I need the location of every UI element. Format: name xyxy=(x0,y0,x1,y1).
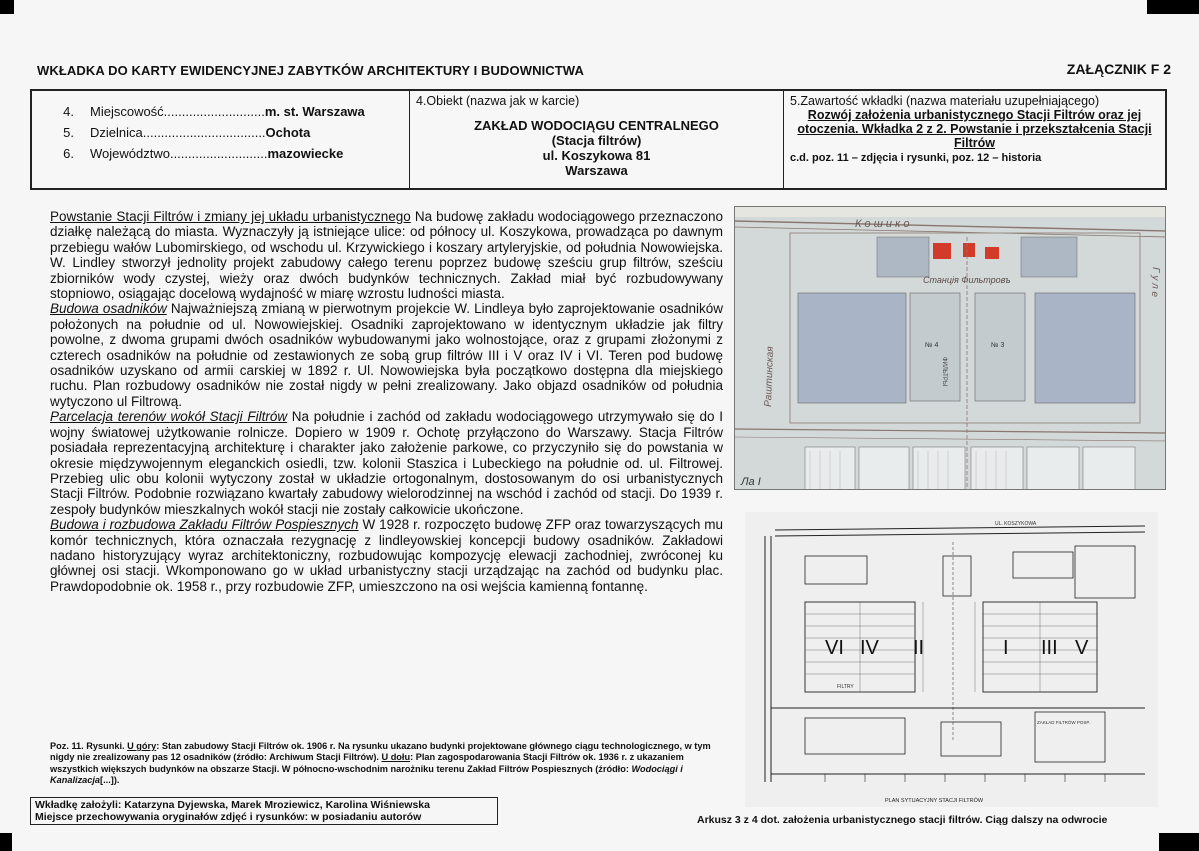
authors-line: Wkładkę założyli: Katarzyna Dyjewska, Marek Mroziewicz, Karolina Wiśniewska xyxy=(35,799,430,811)
caption-source-end: [...]). xyxy=(100,775,120,786)
drawing-1906-svg xyxy=(735,207,1166,490)
caption-bottom-text: : Plan zagospodarowania Stacji Filtrów ok. 1936 r. z ukazaniem wszystkich większych budynków na obszarze Stacji. W północno-wschodnim narożniku terenu Zakład Filtrów Pospiesznych (źródło: xyxy=(50,752,684,774)
location-value: m. st. Warszawa xyxy=(264,104,365,119)
object-line-1: ZAKŁAD WODOCIĄGU CENTRALNEGO xyxy=(474,118,719,133)
figure-caption xyxy=(50,741,723,787)
object-name xyxy=(416,118,777,178)
sheet-note: Arkusz 3 z 4 dot. założenia urbanistycznego stacji filtrów. Ciąg dalszy na odwrocie xyxy=(697,814,1108,826)
tank xyxy=(1027,447,1079,490)
authors-box xyxy=(30,797,498,825)
location-row xyxy=(32,143,409,164)
label-filtry: FILTRY xyxy=(837,684,854,690)
location-number: 4. xyxy=(63,104,74,119)
caption-source: Wodociągi i Kanalizacja xyxy=(50,763,683,786)
caption-top-text: : Stan zabudowy Stacji Filtrów ok. 1906 r. Na rysunku ukazano budynki projektowane głównego ciągu technologicznego, w tym nigdy nie zrealizowany pas 12 osadników (źródło: Archiwum Stacji Filtrów). xyxy=(50,741,711,763)
contents-heading: 5.Zawartość wkładki (nazwa materiału uzupełniającego) xyxy=(790,94,1100,108)
scan-corner-bottom-right xyxy=(1159,833,1199,851)
object-column xyxy=(410,91,784,188)
section-text: Na budowę zakładu wodociągowego przeznaczono działkę należącą do miasta. Wyznaczyły ją istniejące ulice: od północy ul. Koszykowa, prowadząca po dawnym przebiegu wałów Lubomirskiego, od wschodu ul. Krzywickiego i koszary artyleryjskie, od południa Nowowiejska. W. Lindley stworzył jednolity projekt zabudowy całego terenu poprzez budowę sześciu grup filtrów, sześciu zbiorników wody czystej, wieży oraz dwóch budynków technicznych. Zakład miał być rozbudowywany stopniowo, osiągając docelową wydajność w miarę wzrostu ludności miasta. xyxy=(50,209,723,302)
label-left-street: Раштинская xyxy=(763,346,777,408)
location-label: Dzielnica.................................. xyxy=(90,125,266,140)
roman-numeral: V xyxy=(1075,637,1089,659)
location-number: 6. xyxy=(63,146,74,161)
object-heading: 4.Obiekt (nazwa jak w karcie) xyxy=(416,94,580,108)
scan-corner-bottom-left xyxy=(0,833,12,851)
paper-edge xyxy=(735,207,1166,217)
object-line-3: ul. Koszykowa 81 xyxy=(542,148,651,163)
contents-column xyxy=(784,91,1165,188)
main-text xyxy=(50,209,723,594)
object-line-2: (Stacja filtrów) xyxy=(551,133,642,148)
site-plan-1936 xyxy=(745,512,1158,807)
section-title: Powstanie Stacji Filtrów i zmiany jej układu urbanistycznego xyxy=(50,209,411,224)
filter-block xyxy=(798,293,906,403)
tank xyxy=(913,447,965,490)
location-label: Województwo........................... xyxy=(90,146,268,161)
label-filters: ФИЛЬТРЫ xyxy=(941,357,947,387)
roman-numeral: VI xyxy=(825,637,844,659)
reservoir xyxy=(877,237,929,277)
tank xyxy=(1083,447,1135,490)
roman-numeral: III xyxy=(1041,637,1058,659)
roman-numeral: I xyxy=(1003,637,1009,659)
label-koszykowa: UL. KOSZYKOWA xyxy=(995,521,1037,527)
site-plan-svg xyxy=(745,512,1158,807)
section-text: Najważniejszą zmianą w pierwotnym projekcie W. Lindleya było zaprojektowanie osadników położonych na południe od ul. Nowowiejskiej. Osadniki zaprojektowano w identycznym układzie jak filtry powolne, z dwoma grupami dwóch osadników wybudowanymi jako wolnostojące, oraz z grupami złożonymi z czterech osadników na południe od zestawionych ze sobą grup filtrów III i V oraz IV i VI. Teren pod budowę osadników uzyskano od armii carskiej w 1892 r. Ul. Nowowiejska była początkowo dostępna dla miejskiego ruchu. Plan rozbudowy osadników nie został nigdy w pełni zrealizowany. Jako objazd osadników od południa wytyczono ul Filtrową. xyxy=(50,301,724,409)
label-koszykowa: К о ш и к о xyxy=(855,218,910,230)
info-box xyxy=(30,89,1167,190)
label-filter-3: № 3 xyxy=(991,342,1005,349)
section-paragraph xyxy=(50,517,723,594)
caption-top-label: U góry xyxy=(127,741,157,751)
filter-block xyxy=(1035,293,1135,403)
location-value: Ochota xyxy=(265,125,311,140)
tank xyxy=(859,447,909,490)
location-value: mazowiecke xyxy=(267,146,344,161)
historic-drawing-1906 xyxy=(734,206,1166,490)
tank xyxy=(971,447,1023,490)
scan-corner-top-left xyxy=(0,0,14,14)
section-title: Budowa i rozbudowa Zakładu Filtrów Pospiesznych xyxy=(50,517,359,533)
location-column xyxy=(32,91,410,188)
label-station: Станція Фильтровъ xyxy=(923,275,1011,285)
location-row xyxy=(32,122,409,143)
roman-numeral: II xyxy=(913,637,925,659)
attachment-label: ZAŁĄCZNIK F 2 xyxy=(1066,61,1171,77)
storage-line: Miejsce przechowywania oryginałów zdjęć i rysunków: w posiadaniu autorów xyxy=(35,811,422,823)
reservoir xyxy=(1021,237,1077,277)
contents-link[interactable]: Rozwój założenia urbanistycznego Stacji Filtrów oraz jej otoczenia. Wkładka 2 z 2. Powstanie i przekształcenia Stacji Filtrów xyxy=(797,108,1152,150)
object-line-4: Warszawa xyxy=(565,163,628,178)
location-row xyxy=(32,101,409,122)
label-corner: Ла І xyxy=(741,476,761,488)
label-zfp: ZAKŁAD FILTRÓW POSP. xyxy=(1037,720,1091,725)
section-paragraph xyxy=(50,409,723,517)
location-number: 5. xyxy=(63,125,74,140)
section-text: Na południe i zachód od zakładu wodociągowego utrzymywało się do I wojny światowej użytkowanie rolnicze. Dopiero w 1909 r. Ochotę przyłączono do Warszawy. Stacja Filtrów posiadała reprezentacyjną architekturę i charakter jako założenie parkowe, co przyczyniło się do powstania w okresie międzywojennym eleganckich osiedli, tzw. kolonii Staszica i Lubeckiego na południe od. ul. Filtrowej. Przebieg ulic obu kolonii wytyczony został w układzie ortogonalnym, dostosowanym do osi urbanistycznych Stacji Filtrów. Podobnie rozwiązano kwartały zabudowy wielorodzinnej na wschód i zachód od stacji. Do 1939 r. zespoły budynków mieszkalnych wokół stacji nie zostały całkowicie ukończone. xyxy=(50,409,723,517)
document-title: WKŁADKA DO KARTY EWIDENCYJNEJ ZABYTKÓW ARCHITEKTURY I BUDOWNICTWA xyxy=(37,63,584,78)
label-filter-4: № 4 xyxy=(925,342,939,349)
building-red xyxy=(963,243,975,257)
section-paragraph xyxy=(50,301,723,409)
contents-reference: c.d. poz. 11 – zdjęcia i rysunki, poz. 12 – historia xyxy=(790,152,1042,164)
section-title: Parcelacja terenów wokół Stacji Filtrów xyxy=(50,409,288,425)
section-title: Budowa osadników xyxy=(50,301,167,317)
caption-prefix: Poz. 11. Rysunki. xyxy=(50,741,128,751)
roman-numeral: IV xyxy=(860,637,879,659)
location-label: Miejscowość............................ xyxy=(90,104,265,119)
scan-corner-top-right xyxy=(1147,0,1199,14)
plan-title: PLAN SYTUACYJNY STACJI FILTRÓW xyxy=(885,798,984,804)
section-paragraph xyxy=(50,209,723,301)
building-red xyxy=(985,247,999,259)
caption-bottom-label: U dołu xyxy=(381,752,411,763)
building-red xyxy=(933,243,951,259)
label-right-street: Г у л е xyxy=(1148,266,1161,298)
section-text: W 1928 r. rozpoczęto budowę ZFP oraz towarzyszących mu komór technicznych, która oznaczała rezygnację z lindleyowskiej koncepcji budowy osadników. Zakładowi nadano historyzujący wyraz architektoniczny, rozbudowując kompozycję elewacji zachodniej, zwróconej ku głównej osi stacji. Wkomponowano go w układ urbanistyczny stacji urządzając na zachód od budynku plac. Prawdopodobnie ok. 1958 r., przy rozbudowie ZFP, umieszczono na osi wejścia kamienną fontannę. xyxy=(50,517,724,594)
